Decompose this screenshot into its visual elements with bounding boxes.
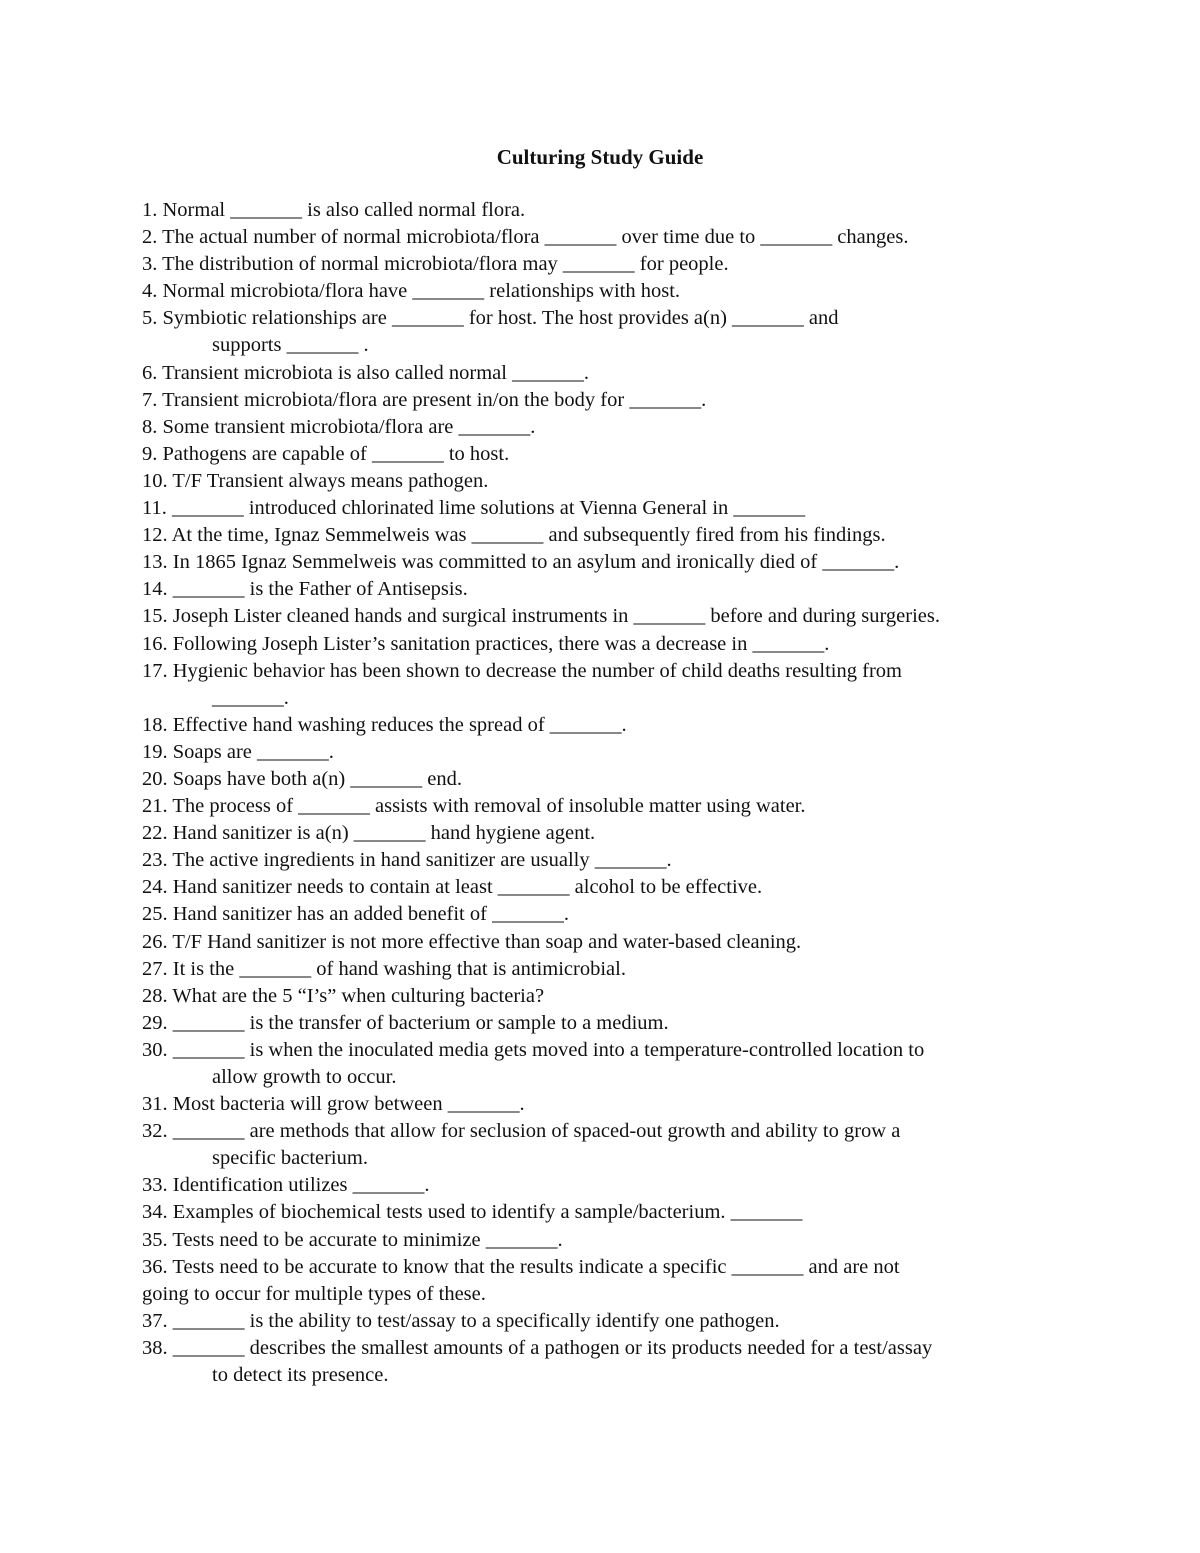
question-item: 38. _______ describes the smallest amounts of a pathogen or its products needed for a test/assay xyxy=(142,1336,933,1359)
question-item: 17. Hygienic behavior has been shown to decrease the number of child deaths resulting from xyxy=(142,659,902,682)
question-item: 23. The active ingredients in hand sanitizer are usually _______. xyxy=(142,849,672,872)
question-item: 11. _______ introduced chlorinated lime solutions at Vienna General in _______ xyxy=(142,497,806,520)
question-continuation-line: to detect its presence. xyxy=(212,1364,389,1387)
question-item: 2. The actual number of normal microbiota/flora _______ over time due to _______ changes. xyxy=(142,226,909,249)
question-item: 27. It is the _______ of hand washing that is antimicrobial. xyxy=(142,957,626,980)
question-item: 10. T/F Transient always means pathogen. xyxy=(142,469,489,492)
question-item: 4. Normal microbiota/flora have _______ relationships with host. xyxy=(142,280,681,303)
question-item: 28. What are the 5 “I’s” when culturing bacteria? xyxy=(142,984,545,1007)
question-item: 29. _______ is the transfer of bacterium or sample to a medium. xyxy=(142,1011,669,1034)
question-item: 18. Effective hand washing reduces the spread of _______. xyxy=(142,713,627,736)
page-title: Culturing Study Guide xyxy=(496,145,704,169)
question-item: going to occur for multiple types of these. xyxy=(142,1282,486,1305)
question-item: 35. Tests need to be accurate to minimize _______. xyxy=(142,1228,563,1251)
question-list xyxy=(142,197,1072,1389)
question-item: 15. Joseph Lister cleaned hands and surgical instruments in _______ before and during surgeries. xyxy=(142,605,940,628)
question-item: 12. At the time, Ignaz Semmelweis was _______ and subsequently fired from his findings. xyxy=(142,524,886,547)
question-item: 24. Hand sanitizer needs to contain at least _______ alcohol to be effective. xyxy=(142,876,763,899)
question-continuation-line: _______. xyxy=(212,686,289,709)
question-item: 16. Following Joseph Lister’s sanitation practices, there was a decrease in _______. xyxy=(142,632,830,655)
question-item: 20. Soaps have both a(n) _______ end. xyxy=(142,767,462,790)
question-item: 5. Symbiotic relationships are _______ for host. The host provides a(n) _______ and xyxy=(142,307,839,330)
question-continuation-line: allow growth to occur. xyxy=(212,1066,397,1088)
question-item: 25. Hand sanitizer has an added benefit of _______. xyxy=(142,903,569,926)
question-item: 30. _______ is when the inoculated media gets moved into a temperature-controlled location to xyxy=(142,1038,925,1061)
question-item: 26. T/F Hand sanitizer is not more effective than soap and water-based cleaning. xyxy=(142,930,802,953)
question-item: 21. The process of _______ assists with removal of insoluble matter using water. xyxy=(142,795,806,818)
question-item: 14. _______ is the Father of Antisepsis. xyxy=(142,578,468,601)
question-continuation-line: specific bacterium. xyxy=(212,1147,368,1170)
question-item: 9. Pathogens are capable of _______ to host. xyxy=(142,442,510,465)
question-item: 13. In 1865 Ignaz Semmelweis was committed to an asylum and ironically died of _______. xyxy=(142,551,900,574)
question-item: 8. Some transient microbiota/flora are _______. xyxy=(142,415,536,438)
question-item: 32. _______ are methods that allow for seclusion of spaced-out growth and ability to grow a xyxy=(142,1120,901,1143)
question-item: 6. Transient microbiota is also called normal _______. xyxy=(142,361,589,384)
question-item: 1. Normal _______ is also called normal flora. xyxy=(142,199,526,221)
question-item: 3. The distribution of normal microbiota/flora may _______ for people. xyxy=(142,253,729,276)
question-item: 37. _______ is the ability to test/assay to a specifically identify one pathogen. xyxy=(142,1309,780,1332)
question-item: 19. Soaps are _______. xyxy=(142,740,334,763)
question-continuation-line: supports _______ . xyxy=(212,334,369,357)
question-item: 22. Hand sanitizer is a(n) _______ hand hygiene agent. xyxy=(142,822,596,845)
question-item: 31. Most bacteria will grow between _______. xyxy=(142,1093,525,1116)
question-item: 7. Transient microbiota/flora are present in/on the body for _______. xyxy=(142,388,707,411)
question-item: 33. Identification utilizes _______. xyxy=(142,1174,430,1197)
question-item: 36. Tests need to be accurate to know that the results indicate a specific _______ and are not xyxy=(142,1255,900,1278)
question-item: 34. Examples of biochemical tests used to identify a sample/bacterium. _______ xyxy=(142,1201,803,1224)
